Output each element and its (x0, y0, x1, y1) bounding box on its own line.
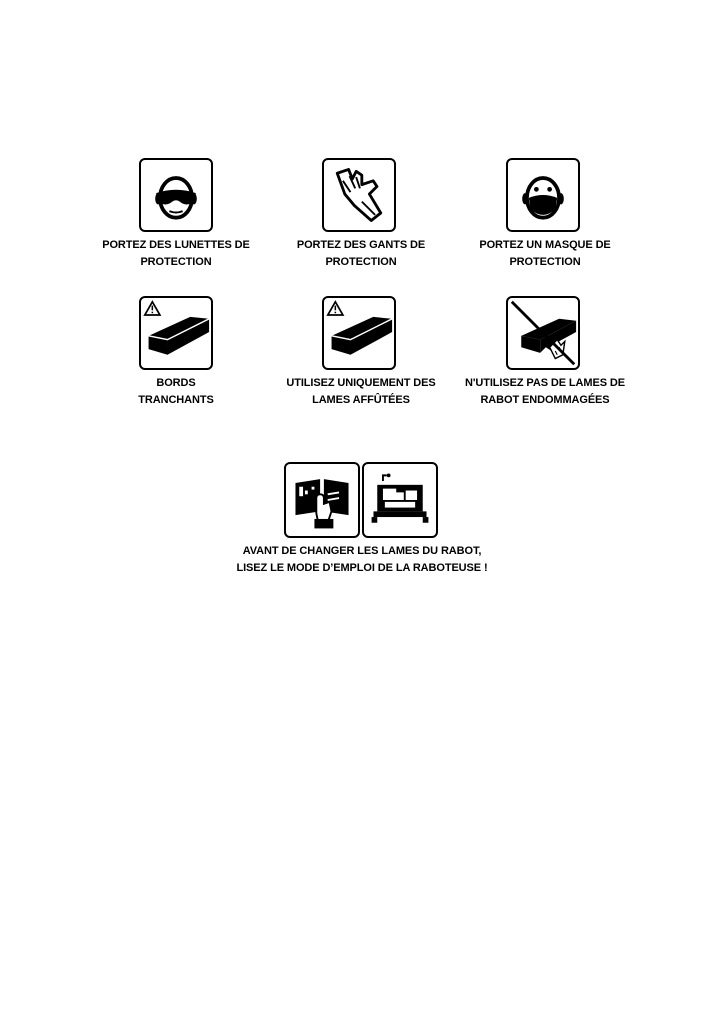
damaged-blades-pictogram (506, 296, 580, 370)
gloves-caption (271, 237, 451, 271)
sharp-blade-warning-icon (141, 298, 211, 368)
caption-line: LISEZ LE MODE D’EMPLOI DE LA RABOTEUSE ! (236, 562, 488, 574)
caption-line: TRANCHANTS (138, 394, 214, 406)
caption-line: PORTEZ DES GANTS DE (296, 239, 426, 251)
planer-machine-pictogram (362, 462, 438, 538)
safety-gloves-icon (324, 160, 394, 230)
caption-line: PORTEZ UN MASQUE DE (479, 239, 611, 251)
caption-line: PROTECTION (325, 256, 397, 268)
sharp-edges-pictogram (139, 296, 213, 370)
caption-line: BORDS (156, 377, 196, 389)
mask-pictogram (506, 158, 580, 232)
caption-line: PROTECTION (509, 256, 581, 268)
goggles-caption (86, 237, 266, 271)
read-manual-icon (286, 464, 358, 536)
damaged-blade-prohibited-icon (508, 298, 578, 368)
caption-line: PROTECTION (140, 256, 212, 268)
sharp-blades-caption (271, 375, 451, 409)
safety-goggles-icon (141, 160, 211, 230)
manual-caption (212, 543, 512, 577)
caption-line: LAMES AFFÛTÉES (312, 394, 410, 406)
sharp-blade-warning-icon (324, 298, 394, 368)
planer-machine-icon (364, 464, 436, 536)
caption-line: UTILISEZ UNIQUEMENT DES (286, 377, 436, 389)
damaged-blades-caption (455, 375, 635, 409)
read-manual-pictogram (284, 462, 360, 538)
caption-line: AVANT DE CHANGER LES LAMES DU RABOT, (242, 545, 482, 557)
caption-line: N'UTILISEZ PAS DE LAMES DE (465, 377, 625, 389)
sharp-blades-pictogram (322, 296, 396, 370)
goggles-pictogram (139, 158, 213, 232)
gloves-pictogram (322, 158, 396, 232)
dust-mask-icon (508, 160, 578, 230)
sharp-edges-caption (86, 375, 266, 409)
caption-line: RABOT ENDOMMAGÉES (480, 394, 610, 406)
caption-line: PORTEZ DES LUNETTES DE (102, 239, 250, 251)
mask-caption (455, 237, 635, 271)
